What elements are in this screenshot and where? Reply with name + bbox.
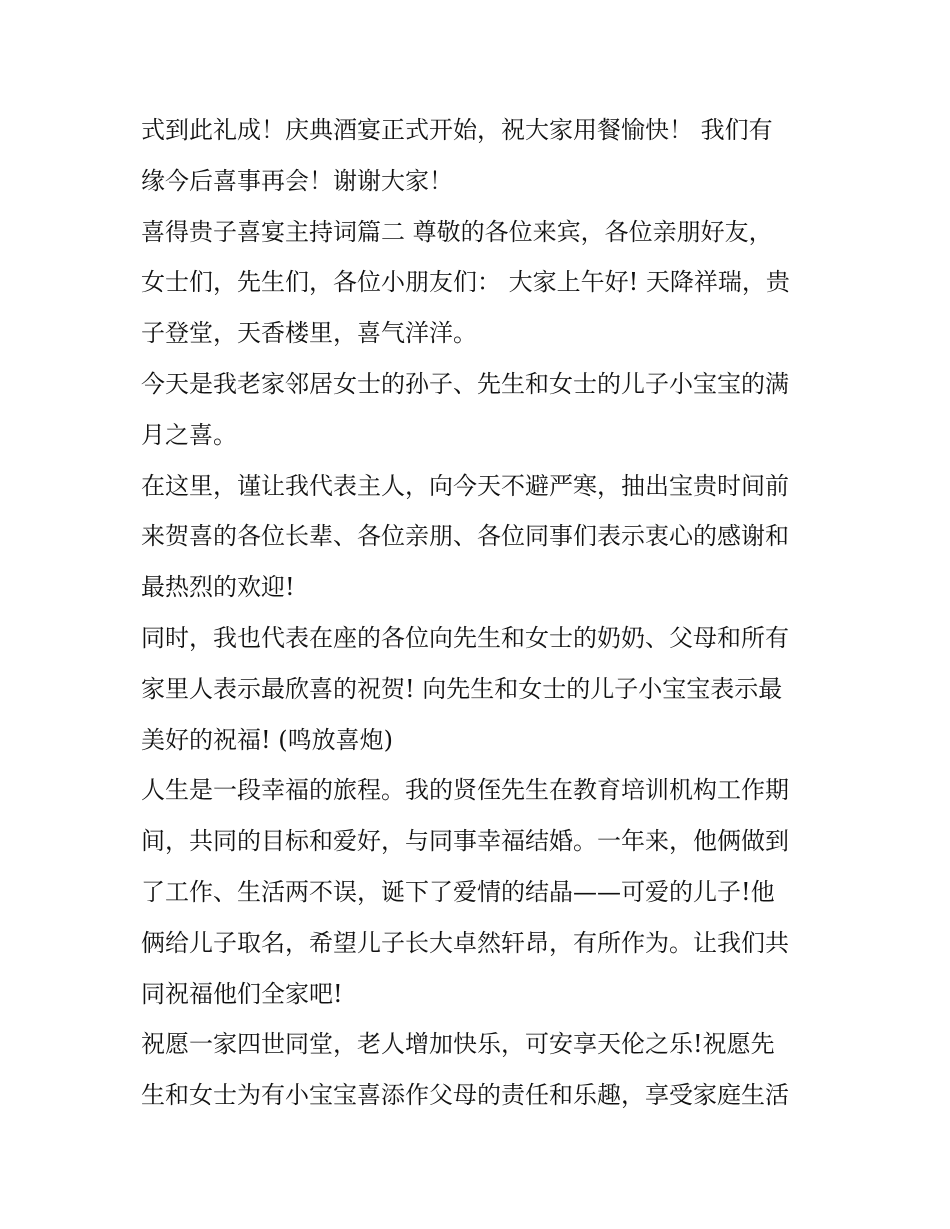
text-line: 俩给儿子取名，希望儿子长大卓然轩昂，有所作为。让我们共 [141, 928, 789, 957]
paragraph-welcome [141, 461, 821, 613]
paragraph-speech-opening [141, 207, 821, 359]
text-line: 最热烈的欢迎! [141, 573, 295, 602]
text-line: 人生是一段幸福的旅程。我的贤侄先生在教育培训机构工作期 [141, 776, 789, 805]
paragraph-wishes [141, 1019, 821, 1121]
document-body [141, 105, 821, 1121]
text-line: 在这里，谨让我代表主人，向今天不避严寒，抽出宝贵时间前 [141, 471, 789, 500]
text-line: 生和女士为有小宝宝喜添作父母的责任和乐趣，享受家庭生活 [141, 1081, 789, 1110]
text-line: 来贺喜的各位长辈、各位亲朋、各位同事们表示衷心的感谢和 [141, 522, 789, 551]
text-line: 式到此礼成！庆典酒宴正式开始，祝大家用餐愉快！ 我们有 [141, 116, 773, 144]
paragraph-congratulations [141, 613, 821, 765]
text-line: 间，共同的目标和爱好，与同事幸福结婚。一年来，他俩做到 [141, 827, 789, 856]
text-line: 同祝福他们全家吧! [141, 979, 343, 1008]
text-line: 月之喜。 [141, 420, 237, 449]
text-line: 了工作、生活两不误，诞下了爱情的结晶——可爱的儿子!他 [141, 877, 775, 906]
text-line: 子登堂，天香楼里，喜气洋洋。 [141, 319, 477, 348]
text-line: 家里人表示最欣喜的祝贺! 向先生和女士的儿子小宝宝表示最 [141, 674, 783, 703]
text-line: 今天是我老家邻居女士的孙子、先生和女士的儿子小宝宝的满 [141, 369, 789, 398]
paragraph-occasion [141, 359, 821, 461]
paragraph-life-journey [141, 765, 821, 1019]
paragraph-ceremony-closing [141, 105, 821, 207]
text-line: 喜得贵子喜宴主持词篇二 尊敬的各位来宾，各位亲朋好友， [141, 217, 773, 246]
text-line: 缘今后喜事再会！谢谢大家！ [141, 166, 453, 195]
text-line: 女士们，先生们，各位小朋友们： 大家上午好! 天降祥瑞，贵 [141, 268, 790, 297]
text-line: 美好的祝福! (鸣放喜炮) [141, 725, 393, 754]
text-line: 同时，我也代表在座的各位向先生和女士的奶奶、父母和所有 [141, 623, 789, 652]
text-line: 祝愿一家四世同堂，老人增加快乐，可安享天伦之乐!祝愿先 [141, 1030, 775, 1059]
